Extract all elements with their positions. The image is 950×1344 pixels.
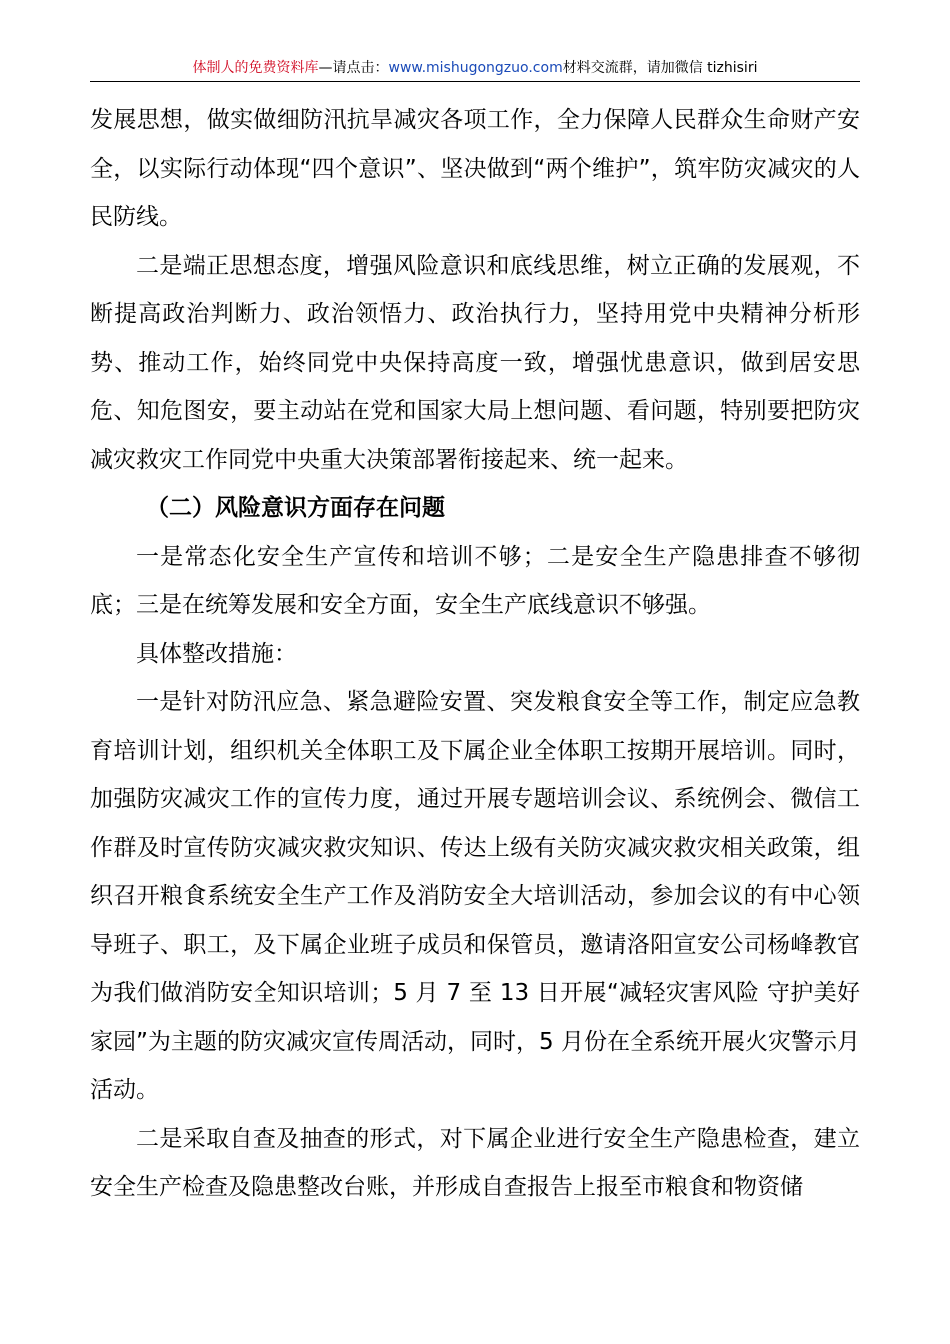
header-note: 材料交流群，请加微信 tizhisiri [562,60,758,76]
paragraph-continuation: 发展思想，做实做细防汛抗旱减灾各项工作，全力保障人民群众生命财产安全，以实际行动体现“四个意识”、坚决做到“两个维护”，筑牢防灾减灾的人民防线。 [90,107,860,230]
document-body [90,96,860,1212]
paragraph: 二是端正思想态度，增强风险意识和底线思维，树立正确的发展观，不断提高政治判断力、政治领悟力、政治执行力，坚持用党中央精神分析形势、推动工作，始终同党中央保持高度一致，增强忧患意识，做到居安思危、知危图安，要主动站在党和国家大局上想问题、看问题，特别要把防灾减灾救灾工作同党中央重大决策部署衔接起来、统一起来。 [90,252,860,473]
paragraph: 二是采取自查及抽查的形式，对下属企业进行安全生产隐患检查，建立安全生产检查及隐患整改台账，并形成自查报告上报至市粮食和物资储 [90,1125,860,1200]
header-prompt: —请点击： [318,60,389,76]
paragraph: 具体整改措施： [136,640,297,667]
paragraph: 一是常态化安全生产宣传和培训不够；二是安全生产隐患排查不够彻底；三是在统筹发展和安全方面，安全生产底线意识不够强。 [90,543,860,618]
page-header [90,58,860,78]
header-url-link[interactable]: www.mishugongzuo.com [388,60,563,76]
paragraph: 一是针对防汛应急、紧急避险安置、突发粮食安全等工作，制定应急教育培训计划，组织机关全体职工及下属企业全体职工按期开展培训。同时，加强防灾减灾工作的宣传力度，通过开展专题培训会议、系统例会、微信工作群及时宣传防灾减灾救灾知识、传达上级有关防灾减灾救灾相关政策，组织召开粮食系统安全生产工作及消防安全大培训活动，参加会议的有中心领导班子、职工，及下属企业班子成员和保管员，邀请洛阳宣安公司杨峰教官为我们做消防安全知识培训；5 月 7 至 13 日开展“减轻灾害风险 守护美好家园”为主题的防灾减灾宣传周活动，同时，5 月份在全系统开展火灾警示月活动。 [90,689,860,1103]
header-site-name: 体制人的免费资料库 [192,60,319,76]
section-heading: （二）风险意识方面存在问题 [146,495,445,521]
header-divider [90,81,860,82]
